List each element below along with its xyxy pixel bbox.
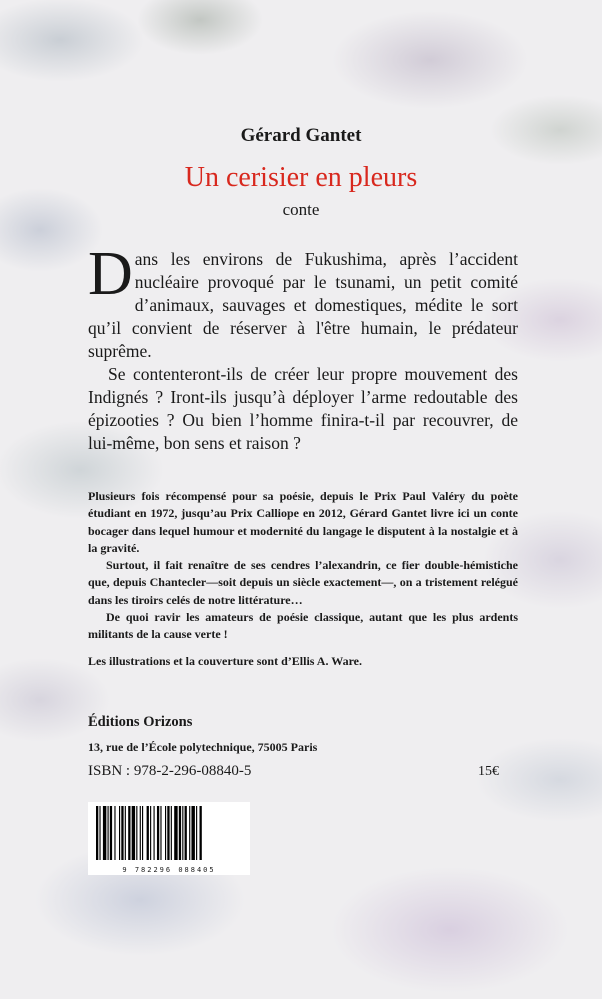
barcode-bar xyxy=(96,806,98,860)
barcode-bar xyxy=(114,806,115,860)
barcode-bar xyxy=(165,806,166,860)
barcode-bar xyxy=(154,806,155,860)
blurb-paragraph-1 xyxy=(88,240,518,363)
barcode-bar xyxy=(157,806,159,860)
barcode-bar xyxy=(191,806,194,860)
barcode-bar xyxy=(142,806,143,860)
book-genre: conte xyxy=(282,200,320,219)
barcode-bar xyxy=(136,806,137,860)
barcode-bar xyxy=(200,806,202,860)
barcode-bar xyxy=(99,806,100,860)
blurb xyxy=(88,240,518,455)
barcode-bar xyxy=(179,806,181,860)
barcode-bar xyxy=(128,806,130,860)
price: 15€ xyxy=(478,764,499,779)
barcode-bar xyxy=(185,806,187,860)
bio-paragraph-2: Surtout, il fait renaître de ses cendres l’alexandrin, ce fier double-hémistiche que, depuis Chantecler—soit depuis un siècle exactement—, on a tristement relégué dans les tiroirs celés de notre littérature… xyxy=(88,558,518,607)
barcode-bar xyxy=(189,806,190,860)
barcode-bar xyxy=(196,806,197,860)
barcode-bar xyxy=(140,806,141,860)
author-bio xyxy=(88,488,518,670)
barcode-bar xyxy=(147,806,149,860)
book-title: Un cerisier en pleurs xyxy=(184,162,418,193)
barcode-digits: 9 782296 088405 xyxy=(122,866,216,874)
barcode-bar xyxy=(108,806,109,860)
barcode xyxy=(88,802,250,875)
barcode-bar xyxy=(119,806,120,860)
barcode-bars xyxy=(88,802,250,864)
barcode-bar xyxy=(132,806,135,860)
barcode-bar xyxy=(171,806,172,860)
publisher-address: 13, rue de l’École polytechnique, 75005 Paris xyxy=(88,740,318,754)
barcode-bar xyxy=(125,806,126,860)
drop-cap: D xyxy=(88,240,133,308)
bio-paragraph-1: Plusieurs fois récompensé pour sa poésie, depuis le Prix Paul Valéry du poète étudiant en 1972, jusqu’au Prix Calliope en 2012, Gérard Gantet livre ici un conte bocager dans lequel humour et modernité du langage le disputent à la nostalgie et à la gravité. xyxy=(88,489,518,555)
illustrations-credit: Les illustrations et la couverture sont d’Ellis A. Ware. xyxy=(88,653,363,668)
blurb-paragraph-2: Se contenteront-ils de créer leur propre mouvement des Indignés ? Iront-ils jusqu’à déployer l’arme redoutable des épizooties ? Ou bien l’homme finira-t-il par recouvrer, de lui-même, bon sens et raison ? xyxy=(88,364,518,453)
barcode-bar xyxy=(182,806,183,860)
isbn: ISBN : 978-2-296-08840-5 xyxy=(88,763,252,779)
bio-paragraph-3: De quoi ravir les amateurs de poésie classique, autant que les plus ardents militants de la cause verte ! xyxy=(88,610,518,642)
author-name: Gérard Gantet xyxy=(240,125,362,146)
barcode-bar xyxy=(160,806,161,860)
barcode-bar xyxy=(103,806,106,860)
publisher-name: Éditions Orizons xyxy=(88,714,193,730)
blurb-paragraph-1-text: ans les environs de Fukushima, après l’accident nucléaire provoqué par le tsunami, un petit comité d’animaux, sauvages et domestiques, médite le sort qu’il convient de réserver à l'être humain, le prédateur suprême. xyxy=(88,249,518,361)
barcode-bar xyxy=(121,806,123,860)
barcode-bar xyxy=(110,806,112,860)
barcode-bar xyxy=(150,806,151,860)
barcode-bar xyxy=(167,806,169,860)
barcode-bar xyxy=(174,806,177,860)
